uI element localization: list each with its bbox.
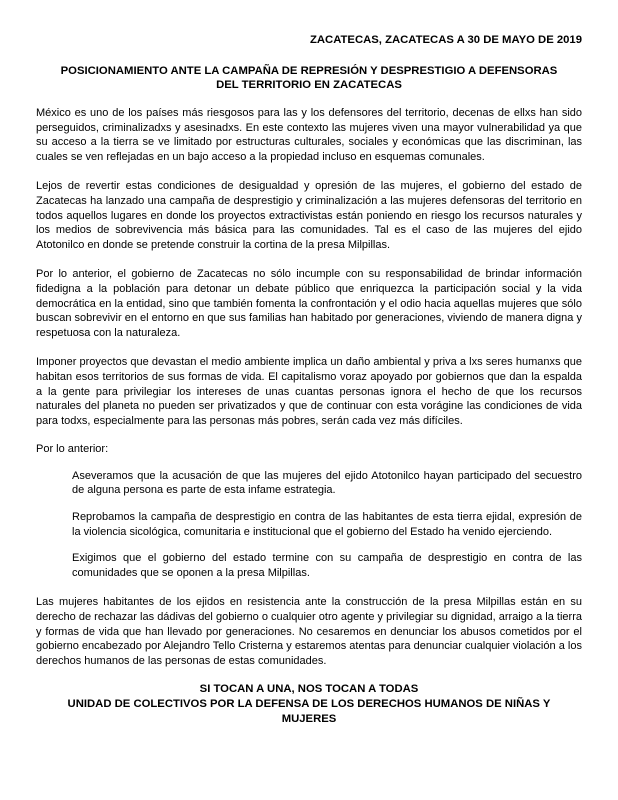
paragraph-4: Imponer proyectos que devastan el medio ambiente implica un daño ambiental y priva a lxs seres humanxs que habitan esos territorios de sus formas de vida. El capitalismo voraz apoyado por gobiernos que dan la espalda a la gente para privilegiar los intereses de unas cuantas personas ignora el hecho de que los recursos naturales del planeta no pueden ser privatizados y que de continuar con esta vorágine las condiciones de vida para todxs, especialmente para las personas más pobres, serán cada vez más difíciles. [36, 356, 582, 427]
document-title [36, 64, 582, 92]
final-paragraph: Las mujeres habitantes de los ejidos en resistencia ante la construcción de la presa Milpillas están en su derecho de rechazar las dádivas del gobierno o cualquier otro agente y privilegiar su dignidad, arraigo a la tierra y formas de vida que han llevado por generaciones. No cesaremos en denunciar los abusos cometidos por el gobierno encabezado por Alejandro Tello Cristerna y estaremos atentas para denunciar cualquier violación a los derechos humanos de las personas de estas comunidades. [36, 596, 582, 667]
dateline: ZACATECAS, ZACATECAS A 30 DE MAYO DE 2019 [309, 34, 582, 46]
lead-in: Por lo anterior: [36, 443, 109, 456]
point-1: Aseveramos que la acusación de que las mujeres del ejido Atotonilco hayan participado del secuestro de alguna persona es parte de esta infame estrategia. [72, 469, 582, 497]
point-3: Exigimos que el gobierno del estado termine con su campaña de desprestigio en contra de las comunidades que se oponen a la presa Milpillas. [72, 552, 582, 579]
document-page [36, 33, 582, 726]
title-line-1: POSICIONAMIENTO ANTE LA CAMPAÑA DE REPRESIÓN Y DESPRESTIGIO A DEFENSORAS [60, 65, 558, 77]
point-2: Reprobamos la campaña de desprestigio en contra de las habitantes de esta tierra ejidal, expresión de la violencia sicológica, comunitaria e institucional que el gobierno del Estado ha venido ejerciendo. [72, 511, 582, 538]
paragraph-2: Lejos de revertir estas condiciones de desigualdad y opresión de las mujeres, el gobierno del estado de Zacatecas ha lanzado una campaña de desprestigio y criminalización a las mujeres defensoras del territorio en todos aquellos lugares en donde los proyectos extractivistas están poniendo en riesgo los recursos naturales y los medios de sobrevivencia más básica para las comunidades. Tal es el caso de las mujeres del ejido Atotonilco en donde se pretende construir la cortina de la presa Milpillas. [36, 180, 582, 251]
slogan: SI TOCAN A UNA, NOS TOCAN A TODAS [199, 683, 419, 696]
title-line-2: DEL TERRITORIO EN ZACATECAS [216, 79, 402, 91]
signature-line-2: MUJERES [281, 713, 337, 726]
signature-line-1: UNIDAD DE COLECTIVOS POR LA DEFENSA DE LOS DERECHOS HUMANOS DE NIÑAS Y [67, 698, 551, 711]
paragraph-3: Por lo anterior, el gobierno de Zacatecas no sólo incumple con su responsabilidad de brindar información fidedigna a la población para detonar un debate público que enriquezca la participación social y la vida democrática en la entidad, sino que también fomenta la confrontación y el odio hacia aquellas mujeres que sólo buscan sobrevivir en el entorno en que sus familias han habitado por generaciones, viviendo de manera digna y respetuosa con la naturaleza. [36, 268, 582, 339]
paragraph-1: México es uno de los países más riesgosos para las y los defensores del territorio, decenas de ellxs han sido perseguidos, criminalizadxs y asesinadxs. En este contexto las mujeres viven una mayor vulnerabilidad ya que su acceso a la tierra se ve limitado por estructuras culturales, sociales y económicas que las discriminan, las cuales se ven reflejadas en un bajo acceso a la propiedad incluso en esquemas comunales. [36, 107, 582, 163]
